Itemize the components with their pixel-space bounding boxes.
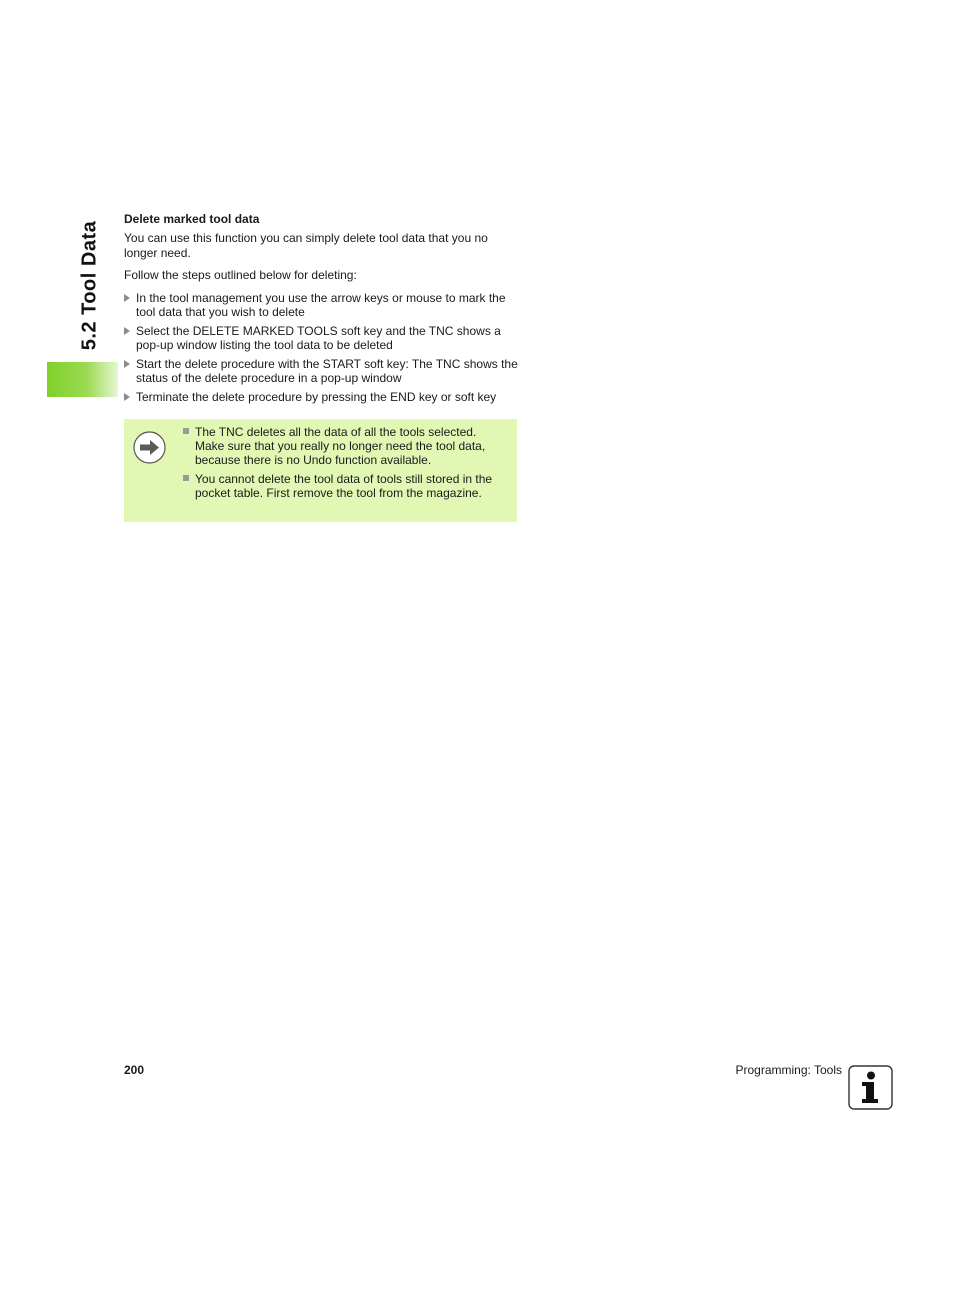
step-text: Start the delete procedure with the START soft key: The TNC shows the status of the delete procedure in a pop-up window — [136, 356, 518, 385]
note-text: You cannot delete the tool data of tools still stored in the pocket table. First remove the tool from the magazine. — [195, 472, 493, 500]
note-box — [124, 419, 517, 522]
chapter-tab — [47, 362, 118, 397]
arrow-right-icon — [133, 431, 166, 464]
page-number: 200 — [124, 1063, 145, 1077]
main-content — [124, 212, 524, 408]
triangle-bullet-icon — [124, 327, 130, 335]
note-item — [183, 472, 508, 500]
step-text: Select the DELETE MARKED TOOLS soft key and the TNC shows a pop-up window listing the tool data to be deleted — [136, 323, 501, 352]
chapter-title-vertical — [70, 214, 110, 356]
note-text: The TNC deletes all the data of all the tools selected. Make sure that you really no longer need the tool data, because there is no Undo function available. — [195, 425, 486, 467]
square-bullet-icon — [183, 475, 189, 481]
step-item — [124, 291, 524, 320]
steps-list — [124, 291, 524, 405]
step-item — [124, 324, 524, 353]
square-bullet-icon — [183, 428, 189, 434]
triangle-bullet-icon — [124, 393, 130, 401]
section-title: Delete marked tool data — [124, 212, 260, 226]
footer-chapter-title: Programming: Tools — [735, 1063, 842, 1077]
info-icon — [848, 1065, 893, 1110]
note-item — [183, 425, 508, 467]
triangle-bullet-icon — [124, 294, 130, 302]
step-text: In the tool management you use the arrow keys or mouse to mark the tool data that you wish to delete — [136, 290, 506, 319]
step-text: Terminate the delete procedure by pressing the END key or soft key — [136, 389, 497, 404]
triangle-bullet-icon — [124, 360, 130, 368]
chapter-title: 5.2 Tool Data — [78, 220, 101, 350]
intro-paragraph: You can use this function you can simply delete tool data that you no longer need. — [124, 231, 488, 260]
step-item — [124, 390, 524, 405]
note-list — [183, 425, 508, 505]
step-item — [124, 357, 524, 386]
steps-intro: Follow the steps outlined below for deleting: — [124, 268, 357, 282]
